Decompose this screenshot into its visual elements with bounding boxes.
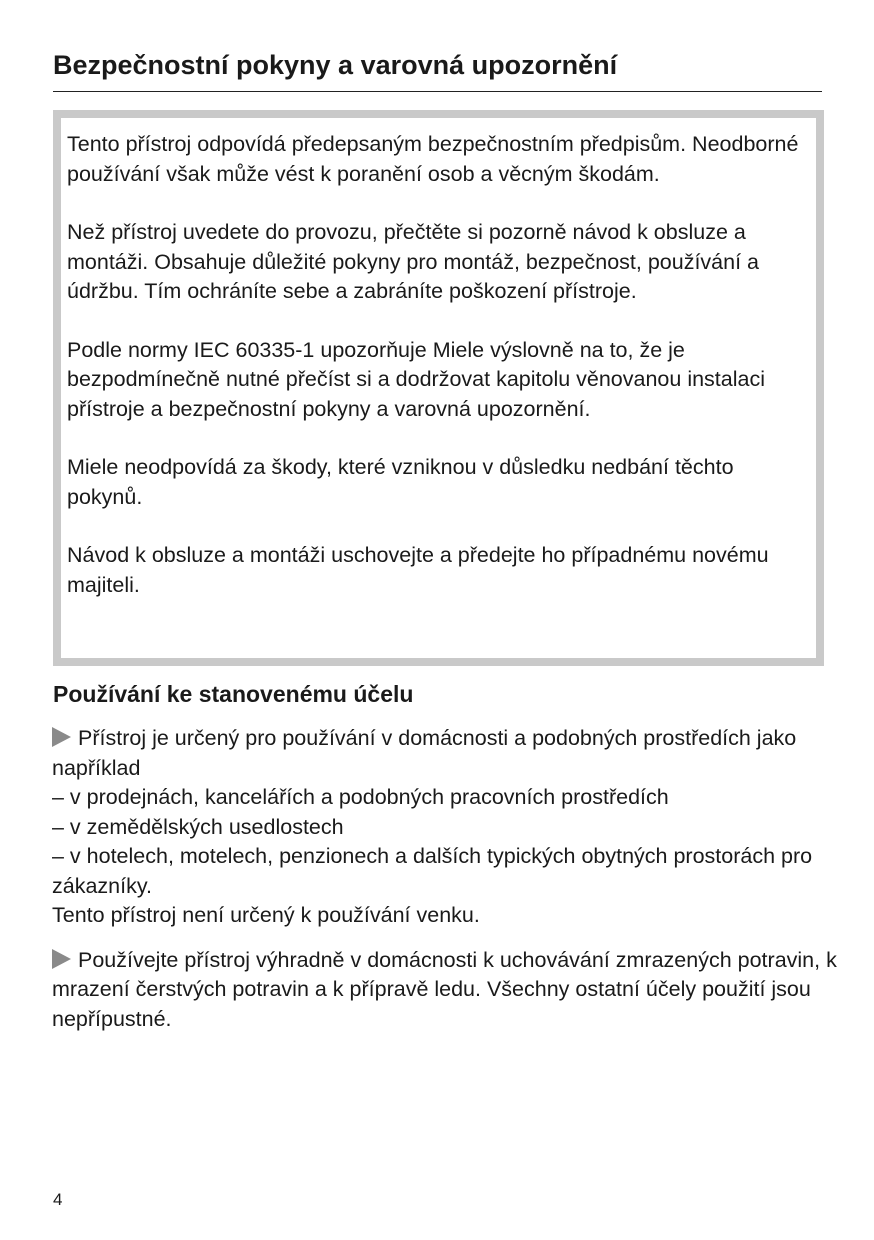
list-item: – v hotelech, motelech, penzionech a dalších typických obytných prostorách pro zákazníky. bbox=[52, 844, 813, 898]
notice-paragraph: Miele neodpovídá za škody, které vzniknou v důsledku nedbání těchto pokynů. bbox=[67, 455, 734, 509]
safety-notice-box bbox=[53, 110, 824, 666]
notice-paragraph: Než přístroj uvedete do provozu, přečtěte si pozorně návod k obsluze a montáži. Obsahuje důležité pokyny pro montáž, bezpečnost, používání a údržbu. Tím ochráníte sebe a zabráníte poškození přístroje. bbox=[67, 220, 759, 303]
intended-use-bullet bbox=[52, 724, 842, 931]
page-number: 4 bbox=[53, 1190, 63, 1209]
section-heading: Používání ke stanovenému účelu bbox=[53, 681, 414, 707]
list-item: – v zemědělských usedlostech bbox=[52, 814, 344, 839]
page-title: Bezpečnostní pokyny a varovná upozornění bbox=[53, 50, 618, 80]
title-divider bbox=[53, 91, 822, 92]
bullet-intro-line bbox=[52, 724, 842, 783]
notice-paragraph: Tento přístroj odpovídá předepsaným bezpečnostním předpisům. Neodborné používání však může vést k poranění osob a věcným škodám. bbox=[67, 132, 799, 186]
section-body bbox=[52, 724, 842, 1049]
bullet-intro: Přístroj je určený pro používání v domácnosti a podobných prostředích jako například bbox=[52, 726, 797, 780]
triangle-arrow-icon bbox=[52, 949, 71, 969]
notice-paragraph: Podle normy IEC 60335-1 upozorňuje Miele výslovně na to, že je bezpodmínečně nutné přečíst si a dodržovat kapitolu věnovanou instalaci přístroje a bezpečnostní pokyny a varovná upozornění. bbox=[67, 337, 765, 421]
bullet-text: Používejte přístroj výhradně v domácnosti k uchovávání zmrazených potravin, k mrazení čerstvých potravin a k přípravě ledu. Všechny ostatní účely použití jsou nepřípustné. bbox=[52, 947, 837, 1031]
notice-paragraph: Návod k obsluze a montáži uschovejte a předejte ho případnému novému majiteli. bbox=[67, 543, 769, 597]
triangle-arrow-icon bbox=[52, 727, 71, 747]
list-item: – v prodejnách, kancelářích a podobných pracovních prostředích bbox=[52, 785, 669, 809]
usage-restriction-bullet bbox=[52, 946, 842, 1035]
bullet-note: Tento přístroj není určený k používání venku. bbox=[52, 903, 480, 927]
